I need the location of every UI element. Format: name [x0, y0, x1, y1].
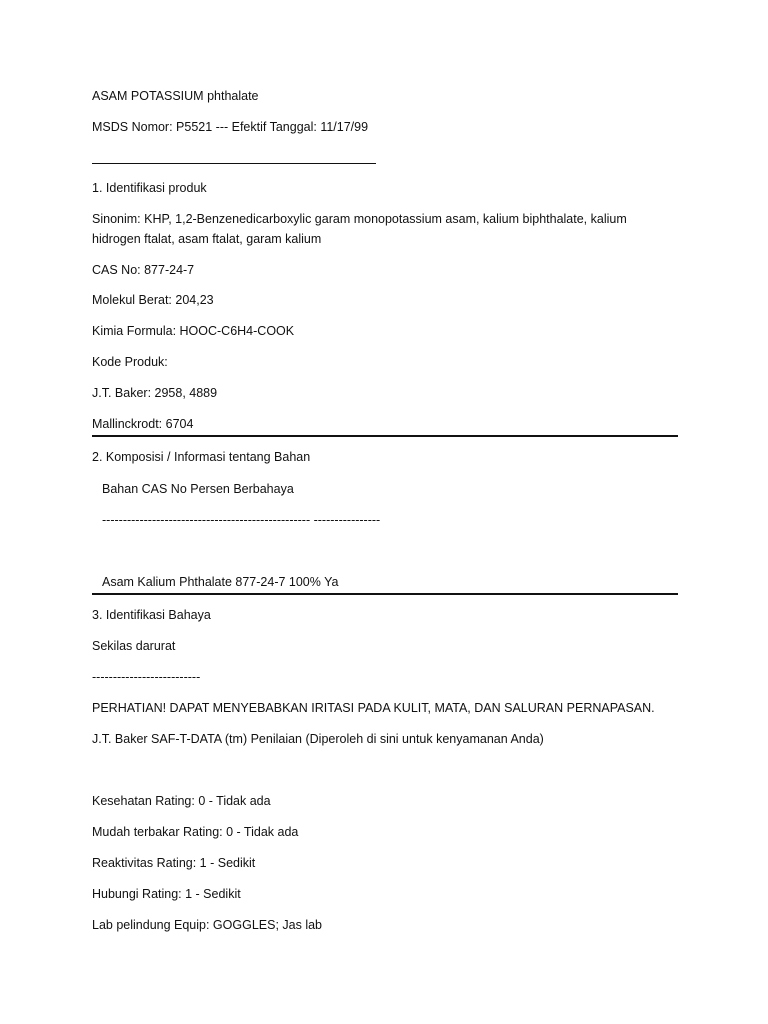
hazard-warning: PERHATIAN! DAPAT MENYEBABKAN IRITASI PADA KULIT, MATA, DAN SALURAN PERNAPASAN. [92, 701, 655, 715]
section-divider [92, 435, 678, 437]
msds-number-line: MSDS Nomor: P5521 --- Efektif Tanggal: 11/17/99 [92, 120, 369, 134]
composition-table-dashes: -------------------------------------------------- ---------------- [102, 513, 381, 527]
title-underline [92, 163, 376, 164]
jt-baker-codes: J.T. Baker: 2958, 4889 [92, 386, 218, 400]
synonyms-text: Sinonim: KHP, 1,2-Benzenedicarboxylic garam monopotassium asam, kalium biphthalate, kalium hidrogen ftalat, asam ftalat, garam kalium [92, 212, 627, 246]
reactivity-rating: Reaktivitas Rating: 1 - Sedikit [92, 856, 256, 870]
mallinckrodt-code: Mallinckrodt: 6704 [92, 417, 194, 431]
composition-table-row: Asam Kalium Phthalate 877-24-7 100% Ya [102, 575, 339, 589]
flammability-rating: Mudah terbakar Rating: 0 - Tidak ada [92, 825, 299, 839]
section3-heading: 3. Identifikasi Bahaya [92, 608, 211, 622]
rating-source: J.T. Baker SAF-T-DATA (tm) Penilaian (Diperoleh di sini untuk kenyamanan Anda) [92, 732, 544, 746]
emergency-overview-heading: Sekilas darurat [92, 639, 176, 653]
product-codes-label: Kode Produk: [92, 355, 168, 369]
contact-rating: Hubungi Rating: 1 - Sedikit [92, 887, 241, 901]
chemical-formula: Kimia Formula: HOOC-C6H4-COOK [92, 324, 295, 338]
protective-equipment: Lab pelindung Equip: GOGGLES; Jas lab [92, 918, 323, 932]
document-title: ASAM POTASSIUM phthalate [92, 89, 259, 103]
composition-table-header: Bahan CAS No Persen Berbahaya [102, 482, 294, 496]
cas-number: CAS No: 877-24-7 [92, 263, 195, 277]
section1-heading: 1. Identifikasi produk [92, 181, 207, 195]
section2-heading: 2. Komposisi / Informasi tentang Bahan [92, 450, 311, 464]
emergency-overview-dashes: -------------------------- [92, 670, 201, 684]
molecular-weight: Molekul Berat: 204,23 [92, 293, 214, 307]
section-divider [92, 593, 678, 595]
health-rating: Kesehatan Rating: 0 - Tidak ada [92, 794, 271, 808]
